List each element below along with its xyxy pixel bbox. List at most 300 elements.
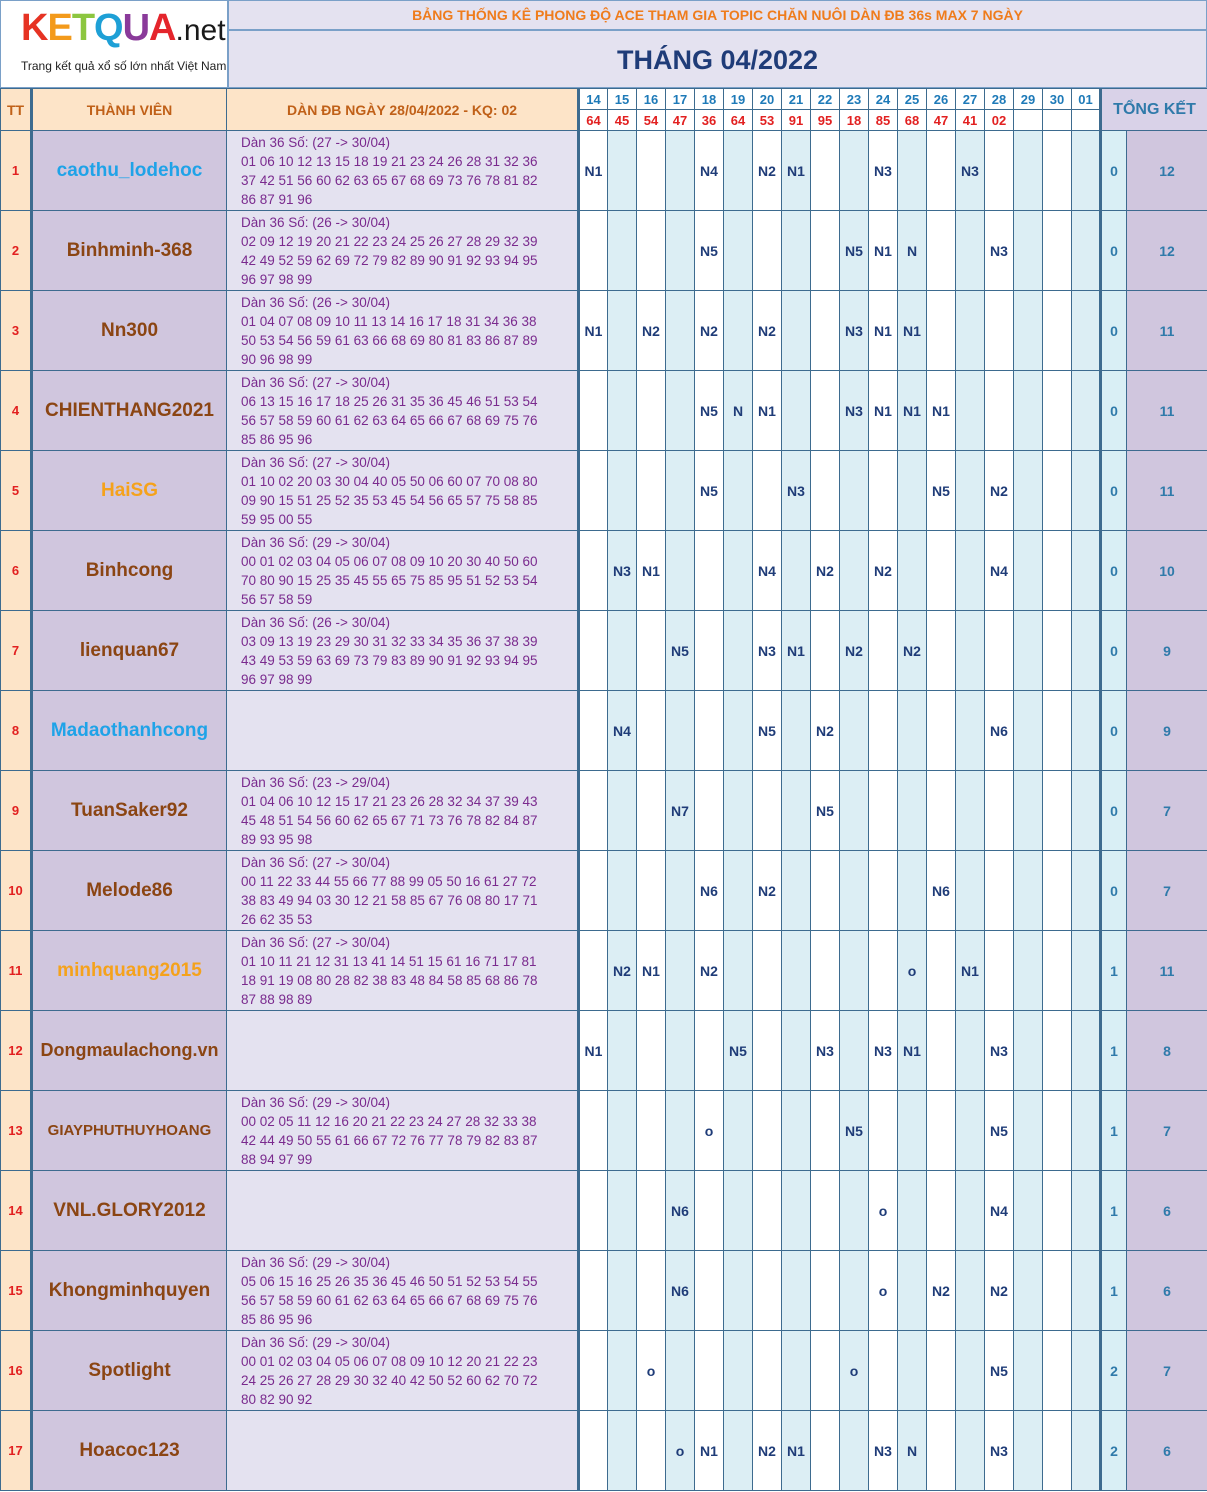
day-result-cell [1072,1411,1101,1491]
day-result-cell [956,291,985,371]
logo-wordmark [21,7,226,50]
logo-suffix: .net [175,14,226,47]
day-result-cell [724,531,753,611]
day-result-cell [1072,531,1101,611]
day-result-cell [724,291,753,371]
day-result-cell [695,611,724,691]
day-result-cell [811,291,840,371]
result-header: 18 [840,110,869,131]
table-row [1,611,1207,691]
day-result-cell [579,931,608,1011]
dan-line: Dàn 36 Số: (29 -> 30/04) [241,1094,390,1110]
day-result-cell [753,931,782,1011]
day-result-cell [1072,211,1101,291]
day-result-cell [608,371,637,451]
table-row [1,1251,1207,1331]
result-header: 47 [927,110,956,131]
total-hits: 0 [1101,451,1127,531]
dan-line: Dàn 36 Số: (26 -> 30/04) [241,294,390,310]
day-result-cell [1014,1251,1043,1331]
day-result-cell [782,1091,811,1171]
dan-line: 96 97 98 99 [241,671,313,687]
table-row [1,531,1207,611]
result-header: 54 [637,110,666,131]
dan-line: 01 04 06 10 12 15 17 21 23 26 28 32 34 37 39 43 [241,793,538,809]
day-result-cell [898,1331,927,1411]
day-result-cell [956,531,985,611]
day-result-cell: N1 [869,371,898,451]
dan-line: 24 25 26 27 28 29 30 32 40 42 50 52 60 62 70 72 [241,1372,538,1388]
dan-line: Dàn 36 Số: (26 -> 30/04) [241,614,390,630]
row-number: 15 [1,1251,32,1331]
dan-numbers [227,451,579,531]
table-row [1,1411,1207,1491]
day-result-cell: N1 [579,1011,608,1091]
day-result-cell [840,531,869,611]
day-result-cell: N1 [579,291,608,371]
result-header: 91 [782,110,811,131]
day-result-cell: N1 [695,1411,724,1491]
day-result-cell: N1 [782,611,811,691]
ketqua-logo[interactable] [0,0,228,88]
day-result-cell: N5 [811,771,840,851]
date-header: 17 [666,89,695,110]
table-row [1,691,1207,771]
day-result-cell [811,1251,840,1331]
date-header: 14 [579,89,608,110]
row-number: 13 [1,1091,32,1171]
day-result-cell: N1 [956,931,985,1011]
day-result-cell [1043,611,1072,691]
day-result-cell [637,851,666,931]
day-result-cell: N2 [985,451,1014,531]
day-result-cell: N1 [579,131,608,211]
member-name[interactable]: HaiSG [32,451,227,531]
day-result-cell [753,771,782,851]
day-result-cell [1014,611,1043,691]
day-result-cell [898,851,927,931]
dan-line: 26 62 35 53 [241,911,313,927]
day-result-cell [1014,931,1043,1011]
total-hits: 1 [1101,1251,1127,1331]
day-result-cell [1072,1091,1101,1171]
day-result-cell [666,931,695,1011]
day-result-cell [637,1411,666,1491]
member-name[interactable]: Spotlight [32,1331,227,1411]
day-result-cell [724,1251,753,1331]
day-result-cell [1072,851,1101,931]
day-result-cell: N5 [927,451,956,531]
dan-line: 50 53 54 56 59 61 63 66 68 69 80 81 83 86 87 89 [241,332,538,348]
result-header: 68 [898,110,927,131]
day-result-cell: N5 [724,1011,753,1091]
member-name[interactable]: CHIENTHANG2021 [32,371,227,451]
total-count: 7 [1127,771,1207,851]
day-result-cell: N [898,211,927,291]
row-number: 2 [1,211,32,291]
day-result-cell [608,291,637,371]
day-result-cell [1014,771,1043,851]
day-result-cell [753,1251,782,1331]
day-result-cell [811,851,840,931]
day-result-cell [579,211,608,291]
member-name[interactable]: Binhminh-368 [32,211,227,291]
dan-line: 00 02 05 11 12 16 20 21 22 23 24 27 28 32 33 38 [241,1113,537,1129]
date-header: 01 [1072,89,1101,110]
day-result-cell [811,931,840,1011]
date-header: 22 [811,89,840,110]
day-result-cell: N1 [637,931,666,1011]
day-result-cell [956,371,985,451]
day-result-cell [637,211,666,291]
member-name[interactable]: TuanSaker92 [32,771,227,851]
day-result-cell [579,1091,608,1171]
day-result-cell [1014,1171,1043,1251]
day-result-cell: N5 [695,371,724,451]
member-name[interactable]: Hoacoc123 [32,1411,227,1491]
day-result-cell [1072,691,1101,771]
day-result-cell: N5 [695,211,724,291]
day-result-cell: N4 [753,531,782,611]
member-name[interactable]: GIAYPHUTHUYHOANG [32,1091,227,1171]
row-number: 6 [1,531,32,611]
dan-line: Dàn 36 Số: (27 -> 30/04) [241,374,390,390]
day-result-cell [1014,371,1043,451]
row-number: 16 [1,1331,32,1411]
member-name[interactable]: VNL.GLORY2012 [32,1171,227,1251]
dan-line: 87 88 98 89 [241,991,313,1007]
day-result-cell [753,1331,782,1411]
day-result-cell [985,931,1014,1011]
table-row [1,131,1207,211]
dan-line: 85 86 95 96 [241,431,313,447]
dan-numbers [227,931,579,1011]
total-count: 12 [1127,131,1207,211]
member-name[interactable]: caothu_lodehoc [32,131,227,211]
day-result-cell [724,211,753,291]
day-result-cell [579,451,608,531]
table-row [1,1171,1207,1251]
day-result-cell [724,131,753,211]
day-result-cell [695,691,724,771]
day-result-cell [1014,211,1043,291]
member-name[interactable]: Nn300 [32,291,227,371]
day-result-cell [1043,931,1072,1011]
day-result-cell [724,1171,753,1251]
tt-header: TT [1,89,32,131]
dan-line: 43 49 53 59 63 69 73 79 83 89 90 91 92 93 94 95 [241,652,538,668]
dan-line: 89 93 95 98 [241,831,313,847]
date-header: 15 [608,89,637,110]
day-result-cell [579,1171,608,1251]
day-result-cell [869,691,898,771]
member-name[interactable]: minhquang2015 [32,931,227,1011]
result-header: 36 [695,110,724,131]
day-result-cell [608,851,637,931]
day-result-cell [985,771,1014,851]
total-count: 11 [1127,931,1207,1011]
day-result-cell [811,451,840,531]
day-result-cell: N1 [869,291,898,371]
day-result-cell: N5 [840,211,869,291]
day-result-cell: N2 [811,531,840,611]
total-hits: 0 [1101,531,1127,611]
day-result-cell [1072,371,1101,451]
total-count: 6 [1127,1411,1207,1491]
day-result-cell [608,1411,637,1491]
day-result-cell [695,531,724,611]
day-result-cell [869,611,898,691]
total-hits: 1 [1101,1011,1127,1091]
day-result-cell: N2 [985,1251,1014,1331]
row-number: 9 [1,771,32,851]
day-result-cell: N1 [927,371,956,451]
total-hits: 1 [1101,1171,1127,1251]
day-result-cell [956,691,985,771]
day-result-cell: N1 [782,1411,811,1491]
total-count: 7 [1127,1331,1207,1411]
table-row [1,1091,1207,1171]
day-result-cell [724,1091,753,1171]
day-result-cell: N3 [869,131,898,211]
day-result-cell [666,851,695,931]
day-result-cell: N6 [985,691,1014,771]
day-result-cell [956,1251,985,1331]
day-result-cell: N2 [753,291,782,371]
day-result-cell: N1 [869,211,898,291]
day-result-cell [1014,451,1043,531]
date-header: 20 [753,89,782,110]
day-result-cell [782,931,811,1011]
day-result-cell: N3 [840,371,869,451]
day-result-cell [869,451,898,531]
total-count: 12 [1127,211,1207,291]
day-result-cell [1043,371,1072,451]
dan-numbers [227,1251,579,1331]
day-result-cell: N3 [985,1011,1014,1091]
date-header: 28 [985,89,1014,110]
day-result-cell [782,371,811,451]
day-result-cell: N6 [666,1251,695,1331]
day-result-cell [927,1091,956,1171]
day-result-cell [1043,851,1072,931]
dan-line: 42 44 49 50 55 61 66 67 72 76 77 78 79 82 83 87 [241,1132,538,1148]
dan-line: Dàn 36 Số: (27 -> 30/04) [241,934,390,950]
day-result-cell [637,371,666,451]
day-result-cell [811,1331,840,1411]
dan-line: 01 04 07 08 09 10 11 13 14 16 17 18 31 34 36 38 [241,313,537,329]
stats-table [0,88,1207,1491]
total-hits: 0 [1101,131,1127,211]
dan-line: 37 42 51 56 60 62 63 65 67 68 69 73 76 78 81 82 [241,172,538,188]
total-hits: 0 [1101,211,1127,291]
day-result-cell [666,131,695,211]
day-result-cell [724,771,753,851]
day-result-cell [1014,851,1043,931]
day-result-cell [985,371,1014,451]
member-name[interactable]: Melode86 [32,851,227,931]
dan-line: 02 09 12 19 20 21 22 23 24 25 26 27 28 29 32 39 [241,233,538,249]
day-result-cell: N4 [608,691,637,771]
member-name[interactable]: Madaothanhcong [32,691,227,771]
day-result-cell [1014,1091,1043,1171]
day-result-cell [1014,1411,1043,1491]
total-hits: 1 [1101,1091,1127,1171]
day-result-cell [782,851,811,931]
total-count: 7 [1127,851,1207,931]
day-result-cell [579,531,608,611]
dan-line: 90 96 98 99 [241,351,313,367]
day-result-cell [695,1171,724,1251]
day-result-cell [898,771,927,851]
day-result-cell: N2 [869,531,898,611]
day-result-cell [782,1331,811,1411]
member-name[interactable]: Binhcong [32,531,227,611]
day-result-cell [1043,451,1072,531]
day-result-cell: N1 [782,131,811,211]
day-result-cell [956,771,985,851]
result-header: 64 [724,110,753,131]
day-result-cell [579,1411,608,1491]
dan-line: 18 91 19 08 80 28 82 38 83 48 84 58 85 68 86 78 [241,972,538,988]
day-result-cell: o [898,931,927,1011]
day-result-cell [840,1171,869,1251]
dan-line: 38 83 49 94 03 30 12 21 58 85 67 76 08 80 17 71 [241,892,538,908]
day-result-cell [782,1251,811,1331]
table-row [1,851,1207,931]
day-result-cell: N [724,371,753,451]
dan-line: 88 94 97 99 [241,1151,313,1167]
day-result-cell [927,291,956,371]
dan-line: 56 57 58 59 [241,591,313,607]
day-result-cell: N3 [985,211,1014,291]
day-result-cell [637,691,666,771]
day-result-cell [985,291,1014,371]
dan-numbers [227,371,579,451]
day-result-cell [1043,131,1072,211]
day-result-cell [927,211,956,291]
total-count: 11 [1127,291,1207,371]
day-result-cell [811,1411,840,1491]
day-result-cell [579,1331,608,1411]
row-number: 1 [1,131,32,211]
date-header: 30 [1043,89,1072,110]
day-result-cell [1043,291,1072,371]
day-result-cell [985,851,1014,931]
day-result-cell: o [840,1331,869,1411]
total-count: 9 [1127,611,1207,691]
day-result-cell [579,611,608,691]
day-result-cell [666,1091,695,1171]
dan-numbers [227,531,579,611]
day-result-cell [579,771,608,851]
member-name[interactable]: Dongmaulachong.vn [32,1011,227,1091]
dan-line: 85 86 95 96 [241,1311,313,1327]
day-result-cell [637,611,666,691]
day-result-cell [666,531,695,611]
day-result-cell [579,1251,608,1331]
day-result-cell [956,1171,985,1251]
dan-line: 96 97 98 99 [241,271,313,287]
day-result-cell: N3 [985,1411,1014,1491]
total-count: 8 [1127,1011,1207,1091]
day-result-cell [666,211,695,291]
dan-line: 70 80 90 15 25 35 45 55 65 75 85 95 51 52 53 54 [241,572,538,588]
day-result-cell [927,771,956,851]
result-header: 85 [869,110,898,131]
dan-line: 59 95 00 55 [241,511,313,527]
date-header: 23 [840,89,869,110]
dan-header: DÀN ĐB NGÀY 28/04/2022 - KQ: 02 [227,89,579,131]
table-row [1,771,1207,851]
total-hits: 0 [1101,611,1127,691]
day-result-cell [1043,771,1072,851]
day-result-cell [753,1171,782,1251]
day-result-cell [985,131,1014,211]
dan-numbers [227,771,579,851]
dan-numbers [227,1091,579,1171]
day-result-cell [927,931,956,1011]
day-result-cell [608,451,637,531]
day-result-cell [579,691,608,771]
total-hits: 0 [1101,371,1127,451]
day-result-cell [898,1251,927,1331]
table-row [1,371,1207,451]
day-result-cell: o [695,1091,724,1171]
row-number: 10 [1,851,32,931]
logo-letter: U [122,7,150,49]
day-result-cell [579,851,608,931]
day-result-cell [927,1411,956,1491]
dan-line: 06 13 15 16 17 18 25 26 31 35 36 45 46 51 53 54 [241,393,538,409]
day-result-cell [608,771,637,851]
day-result-cell [1072,131,1101,211]
day-result-cell [1043,211,1072,291]
day-result-cell [869,851,898,931]
day-result-cell [695,1011,724,1091]
day-result-cell [898,451,927,531]
day-result-cell [666,291,695,371]
result-header: 64 [579,110,608,131]
row-number: 4 [1,371,32,451]
dan-numbers [227,1171,579,1251]
member-name[interactable]: Khongminhquyen [32,1251,227,1331]
day-result-cell: N5 [985,1331,1014,1411]
day-result-cell [927,691,956,771]
day-result-cell: N6 [666,1171,695,1251]
day-result-cell [898,1171,927,1251]
day-result-cell [840,691,869,771]
logo-letter: Q [94,7,123,49]
day-result-cell [956,611,985,691]
day-result-cell [811,611,840,691]
total-count: 11 [1127,371,1207,451]
day-result-cell [811,371,840,451]
total-count: 10 [1127,531,1207,611]
day-result-cell [1072,1251,1101,1331]
day-result-cell [753,451,782,531]
dan-numbers [227,131,579,211]
day-result-cell [869,931,898,1011]
day-result-cell [753,1091,782,1171]
result-header: 41 [956,110,985,131]
day-result-cell: N5 [666,611,695,691]
row-number: 7 [1,611,32,691]
day-result-cell [840,451,869,531]
day-result-cell [608,611,637,691]
member-name[interactable]: lienquan67 [32,611,227,691]
total-count: 6 [1127,1251,1207,1331]
